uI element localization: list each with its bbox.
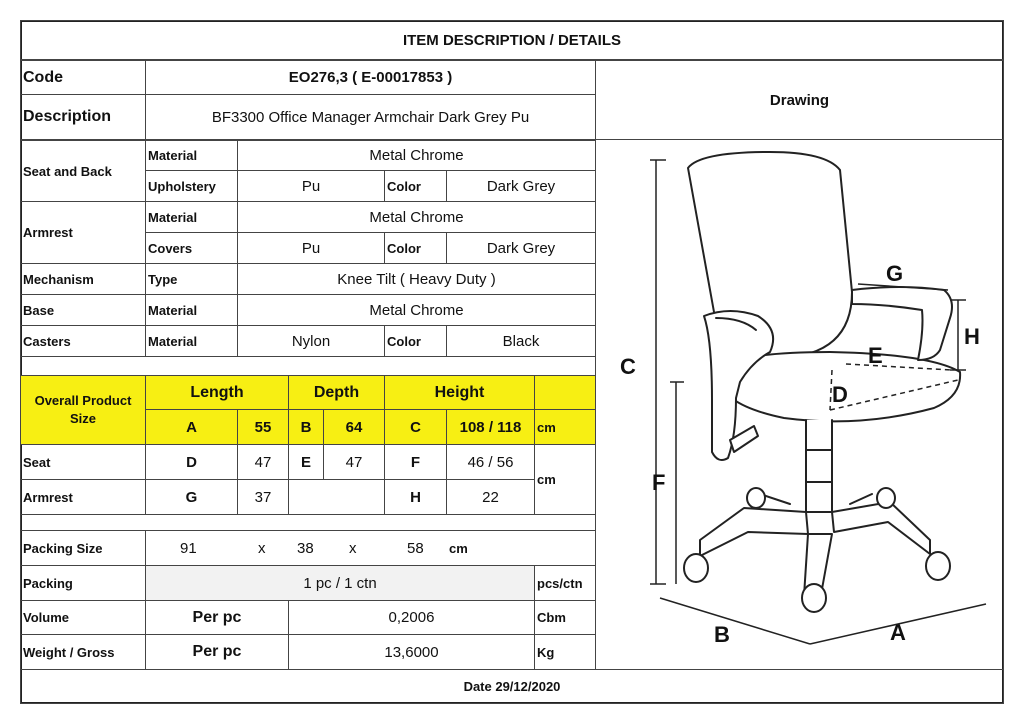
drawing-label: Drawing: [595, 60, 1004, 140]
packing-size-unit: cm: [449, 541, 468, 556]
weight-unit: Kg: [534, 634, 596, 670]
depth-header: Depth: [288, 375, 385, 410]
packing-unit: pcs/ctn: [534, 565, 596, 601]
volume-label: Volume: [20, 600, 146, 635]
seat-back-color: Dark Grey: [446, 170, 596, 202]
weight-per: Per pc: [145, 634, 289, 670]
seat-back-material-label: Material: [145, 140, 238, 171]
base-arm-right: [832, 502, 930, 554]
volume-per: Per pc: [145, 600, 289, 635]
armrest-dims-label: Armrest: [20, 479, 146, 515]
seat-back-upholstery-label: Upholstery: [145, 170, 238, 202]
dim-line-b: [660, 598, 810, 644]
code-label: Code: [20, 60, 146, 95]
armrest-covers: Pu: [237, 232, 385, 264]
description-label: Description: [20, 94, 146, 140]
seat-back-upholstery: Pu: [237, 170, 385, 202]
casters-label: Casters: [20, 325, 146, 357]
armrest-covers-label: Covers: [145, 232, 238, 264]
armrest-h-key: H: [384, 479, 447, 515]
sheet-title: ITEM DESCRIPTION / DETAILS: [20, 20, 1004, 60]
base-material: Metal Chrome: [237, 294, 596, 326]
casters-material: Nylon: [237, 325, 385, 357]
overall-size-label: Overall Product Size: [20, 375, 146, 445]
label-f: F: [652, 470, 666, 495]
label-d: D: [832, 382, 848, 407]
caster-front: [802, 584, 826, 612]
chair-diagram: [596, 140, 1002, 668]
packing-size-label: Packing Size: [20, 530, 146, 566]
seat-e-key: E: [288, 444, 324, 480]
casters-color: Black: [446, 325, 596, 357]
dims-unit: cm: [534, 444, 596, 515]
overall-b-key: B: [288, 409, 324, 445]
packing-width: 38: [297, 540, 314, 557]
seat-d-key: D: [145, 444, 238, 480]
overall-a-key: A: [145, 409, 238, 445]
overall-a-value: 55: [237, 409, 289, 445]
height-header: Height: [384, 375, 535, 410]
base-material-label: Material: [145, 294, 238, 326]
armrest-material-label: Material: [145, 201, 238, 233]
caster-back-right: [877, 488, 895, 508]
packing-label: Packing: [20, 565, 146, 601]
armrest-color: Dark Grey: [446, 232, 596, 264]
label-g: G: [886, 261, 904, 286]
label-h: H: [964, 324, 980, 349]
code-value: EO276,3 ( E-00017853 ): [145, 60, 596, 95]
date-footer: Date 29/12/2020: [20, 669, 1004, 704]
volume-value: 0,2006: [288, 600, 535, 635]
overall-c-key: C: [384, 409, 447, 445]
overall-unit: cm: [534, 409, 596, 445]
overall-c-value: 108 / 118: [446, 409, 535, 445]
seat-back-material: Metal Chrome: [237, 140, 596, 171]
base-label: Base: [20, 294, 146, 326]
armrest-g-key: G: [145, 479, 238, 515]
armrest-h-value: 22: [446, 479, 535, 515]
caster-back-left: [747, 488, 765, 508]
seat-e-value: 47: [323, 444, 385, 480]
base-arm-left: [700, 508, 808, 556]
mechanism-label: Mechanism: [20, 263, 146, 295]
right-armrest-shape: [852, 287, 952, 360]
seat-back-label: Seat and Back: [20, 140, 146, 202]
gas-column: [806, 420, 832, 512]
packing-length: 91: [180, 540, 197, 557]
armrest-g-value: 37: [237, 479, 289, 515]
armrest-material: Metal Chrome: [237, 201, 596, 233]
weight-value: 13,6000: [288, 634, 535, 670]
armrest-label: Armrest: [20, 201, 146, 264]
armrest-color-label: Color: [384, 232, 447, 264]
spacer-row: [20, 356, 596, 376]
casters-color-label: Color: [384, 325, 447, 357]
seat-d-value: 47: [237, 444, 289, 480]
weight-label: Weight / Gross: [20, 634, 146, 670]
label-b: B: [714, 622, 730, 647]
overall-b-value: 64: [323, 409, 385, 445]
overall-blank-cell: [534, 375, 596, 410]
label-a: A: [890, 620, 906, 645]
packing-x2: x: [349, 540, 357, 557]
seat-f-key: F: [384, 444, 447, 480]
volume-unit: Cbm: [534, 600, 596, 635]
label-e: E: [868, 343, 883, 368]
seat-dims-label: Seat: [20, 444, 146, 480]
description-value: BF3300 Office Manager Armchair Dark Grey Pu: [145, 94, 596, 140]
mechanism-type-label: Type: [145, 263, 238, 295]
caster-right: [926, 552, 950, 580]
packing-value: 1 pc / 1 ctn: [145, 565, 535, 601]
seat-back-color-label: Color: [384, 170, 447, 202]
seat-f-value: 46 / 56: [446, 444, 535, 480]
mechanism-type: Knee Tilt ( Heavy Duty ): [237, 263, 596, 295]
length-header: Length: [145, 375, 289, 410]
packing-x1: x: [258, 540, 266, 557]
spacer-row-2: [20, 514, 596, 531]
caster-left: [684, 554, 708, 582]
casters-material-label: Material: [145, 325, 238, 357]
armrest-blank-cell: [288, 479, 385, 515]
label-c: C: [620, 354, 636, 379]
packing-height: 58: [407, 540, 424, 557]
packing-size-row: [145, 530, 596, 566]
